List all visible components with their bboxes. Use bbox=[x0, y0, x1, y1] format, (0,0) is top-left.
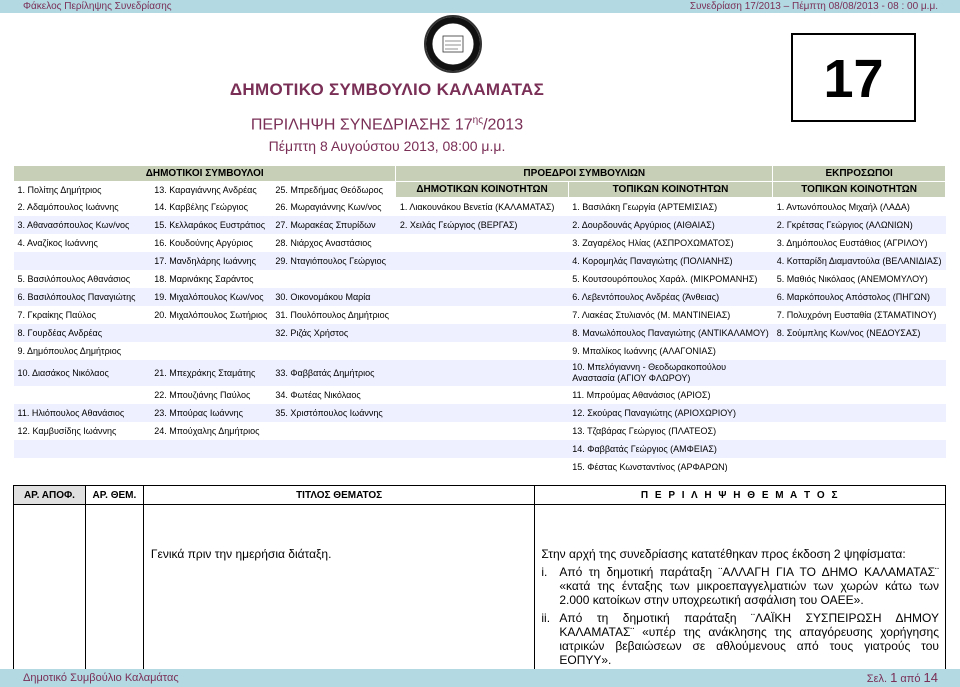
member-cell bbox=[396, 288, 568, 306]
member-cell bbox=[396, 234, 568, 252]
member-cell: 19. Μιχαλόπουλος Κων/νος bbox=[150, 288, 271, 306]
member-row bbox=[14, 270, 946, 288]
member-cell: 9. Μπαλίκος Ιωάννης (ΑΛΑΓΟΝΙΑΣ) bbox=[572, 345, 716, 356]
page-of: από bbox=[900, 673, 921, 685]
member-cell bbox=[773, 386, 946, 404]
member-cell: 10. Μπελόγιαννη - Θεοδωρακοπούλου Αναστασία (ΑΓΙΟΥ ΦΛΩΡΟΥ) bbox=[568, 360, 772, 386]
member-cell: 8. Σούμπλης Κων/νος (ΝΕΔΟΥΣΑΣ) bbox=[773, 324, 946, 342]
member-cell: 10. Διασάκος Νικόλαος bbox=[14, 360, 151, 386]
member-cell: 23. Μπούρας Ιωάννης bbox=[150, 404, 271, 422]
member-row bbox=[14, 404, 946, 422]
agenda-summary-cell bbox=[535, 505, 946, 672]
member-cell: 20. Μιχαλόπουλος Σωτήριος bbox=[154, 309, 268, 320]
member-cell bbox=[396, 360, 568, 386]
subtitle-year: /2013 bbox=[483, 116, 524, 134]
member-row bbox=[14, 422, 946, 440]
member-cell bbox=[396, 252, 568, 270]
member-row bbox=[14, 386, 946, 404]
sub-local-communities-representatives: ΤΟΠΙΚΩΝ ΚΟΙΝΟΤΗΤΩΝ bbox=[773, 182, 946, 198]
header-councillors: ΔΗΜΟΤΙΚΟΙ ΣΥΜΒΟΥΛΟΙ bbox=[14, 166, 396, 182]
member-cell: 30. Οικονομάκου Μαρία bbox=[271, 288, 396, 306]
member-cell: 2. Γκρέτσας Γεώργιος (ΑΛΩΝΙΩΝ) bbox=[773, 216, 946, 234]
member-row bbox=[14, 234, 946, 252]
member-cell: 11. Μπρούμας Αθανάσιος (ΑΡΙΟΣ) bbox=[572, 389, 711, 400]
subtitle-text: ΠΕΡΙΛΗΨΗ ΣΥΝΕΔΡΙΑΣΗΣ 17 bbox=[250, 116, 473, 134]
member-row bbox=[14, 288, 946, 306]
member-cell bbox=[14, 440, 151, 458]
page-prefix: Σελ. bbox=[866, 673, 888, 685]
member-cell: 6. Λεβεντόπουλος Ανδρέας (Άνθειας) bbox=[568, 288, 772, 306]
agenda-header-row bbox=[14, 486, 946, 505]
member-row bbox=[14, 252, 946, 270]
summary-intro: Στην αρχή της συνεδρίασης κατατέθηκαν προς έκδοση 2 ψηφίσματα: bbox=[541, 547, 906, 561]
member-cell: 18. Μαρινάκης Σαράντος bbox=[154, 273, 254, 284]
member-cell: 7. Γκραίκης Παύλος bbox=[17, 309, 96, 320]
member-cell: 29. Νταγιόπουλος Γεώργιος bbox=[271, 252, 396, 270]
member-cell bbox=[150, 342, 271, 360]
member-cell: 28. Νιάρχος Αναστάσιος bbox=[275, 237, 372, 248]
page-total: 14 bbox=[923, 670, 938, 685]
member-cell: 1. Αντωνόπουλος Μιχαήλ (ΛΑΔΑ) bbox=[776, 201, 910, 212]
member-cell: 11. Ηλιόπουλος Αθανάσιος bbox=[14, 404, 151, 422]
member-row bbox=[14, 198, 946, 216]
member-row bbox=[14, 216, 946, 234]
member-cell: 8. Γουρδέας Ανδρέας bbox=[14, 324, 151, 342]
member-cell bbox=[773, 422, 946, 440]
member-cell: 15. Κελλαράκος Ευστράτιος bbox=[150, 216, 271, 234]
summary-item-text: Από τη δημοτική παράταξη ¨ΛΑΪΚΗ ΣΥΣΠΕΙΡΩΣΗ ΔΗΜΟΥ ΚΑΛΑΜΑΤΑΣ¨ «υπέρ της ανάκλησης της απαγόρευσης χορήγησης ιατρικών βεβαιώσεων σε αθλούμενους από τους γιατρούς του ΕΟΠΥΥ». bbox=[559, 611, 939, 667]
member-cell bbox=[150, 458, 271, 476]
member-cell bbox=[271, 270, 396, 288]
member-cell bbox=[773, 440, 946, 458]
member-cell: 24. Μπούχαλης Δημήτριος bbox=[154, 425, 260, 436]
member-cell: 1. Λιακουνάκου Βενετία (ΚΑΛΑΜΑΤΑΣ) bbox=[399, 201, 555, 212]
member-cell: 9. Δημόπουλος Δημήτριος bbox=[17, 345, 122, 356]
member-cell bbox=[773, 342, 946, 360]
header-bar bbox=[0, 0, 960, 13]
session-date: Πέμπτη 8 Αυγούστου 2013, 08:00 μ.μ. bbox=[268, 138, 506, 154]
member-cell: 32. Ριζάς Χρήστος bbox=[271, 324, 396, 342]
member-cell: 25. Μπρεδήμας Θεόδωρος bbox=[275, 184, 383, 195]
member-cell: 16. Κουδούνης Αργύριος bbox=[154, 237, 253, 248]
agenda-decision-cell bbox=[14, 505, 86, 672]
member-cell: 7. Πολυχρόνη Ευσταθία (ΣΤΑΜΑΤΙΝΟΥ) bbox=[776, 309, 937, 320]
document-subtitle bbox=[0, 115, 867, 134]
member-cell bbox=[396, 386, 568, 404]
member-cell bbox=[396, 306, 568, 324]
member-cell bbox=[773, 458, 946, 476]
member-cell: 3. Αθανασόπουλος Κων/νος bbox=[14, 216, 151, 234]
member-cell bbox=[271, 342, 396, 360]
agenda-table bbox=[13, 485, 946, 672]
member-cell bbox=[396, 458, 568, 476]
member-row bbox=[14, 342, 946, 360]
member-cell: 6. Βασιλόπουλος Παναγιώτης bbox=[14, 288, 151, 306]
municipality-seal-icon bbox=[423, 14, 483, 74]
member-cell bbox=[396, 404, 568, 422]
member-cell bbox=[150, 324, 271, 342]
member-cell bbox=[773, 404, 946, 422]
sub-local-communities: ΤΟΠΙΚΩΝ ΚΟΙΝΟΤΗΤΩΝ bbox=[568, 182, 772, 198]
header-folder-title: Φάκελος Περίληψης Συνεδρίασης bbox=[23, 1, 172, 12]
col-decision-number: ΑΡ. ΑΠΟΦ. bbox=[14, 486, 86, 505]
member-row bbox=[14, 306, 946, 324]
member-cell bbox=[396, 422, 568, 440]
member-cell: 33. Φαββατάς Δημήτριος bbox=[271, 360, 396, 386]
member-cell bbox=[14, 386, 151, 404]
member-cell: 5. Κουτσουρόπουλος Χαράλ. (ΜΙΚΡΟΜΑΝΗΣ) bbox=[572, 273, 758, 284]
members-header-row bbox=[14, 166, 946, 182]
footer-council-name: Δημοτικό Συμβούλιο Καλαμάτας bbox=[23, 672, 179, 684]
member-cell: 17. Μανδηλάρης Ιωάννης bbox=[150, 252, 271, 270]
member-cell bbox=[773, 360, 946, 386]
member-row bbox=[14, 458, 946, 476]
member-cell: 14. Καρβέλης Γεώργιος bbox=[154, 201, 248, 212]
member-cell: 31. Πουλόπουλος Δημήτριος bbox=[275, 309, 389, 320]
member-cell: 26. Μωραγιάννης Κων/νος bbox=[275, 201, 382, 212]
member-cell bbox=[150, 440, 271, 458]
agenda-row bbox=[14, 505, 946, 672]
member-cell: 21. Μπεχράκης Σταμάτης bbox=[150, 360, 271, 386]
header-presidents: ΠΡΟΕΔΡΟΙ ΣΥΜΒΟΥΛΙΩΝ bbox=[396, 166, 773, 182]
member-cell: 5. Μαθιός Νικόλαος (ΑΝΕΜΟΜΥΛΟΥ) bbox=[776, 273, 928, 284]
member-cell: 34. Φωτέας Νικόλαος bbox=[275, 389, 361, 400]
member-cell: 15. Φέστας Κωνσταντίνος (ΑΡΦΑΡΩΝ) bbox=[572, 461, 728, 472]
member-cell: 1. Βασιλάκη Γεωργία (ΑΡΤΕΜΙΣΙΑΣ) bbox=[572, 201, 718, 212]
header-representatives: ΕΚΠΡΟΣΩΠΟΙ bbox=[773, 166, 946, 182]
summary-item-number: ii. bbox=[541, 611, 551, 625]
member-cell: 4. Αναζίκος Ιωάννης bbox=[17, 237, 98, 248]
member-cell: 12. Καμβυσίδης Ιωάννης bbox=[17, 425, 117, 436]
footer-page-number bbox=[867, 669, 938, 687]
member-cell: 3. Ζαγαρέλος Ηλίας (ΑΣΠΡΟΧΩΜΑΤΟΣ) bbox=[572, 237, 734, 248]
member-cell: 4. Κορομηλάς Παναγιώτης (ΠΟΛΙΑΝΗΣ) bbox=[568, 252, 772, 270]
member-row bbox=[14, 360, 946, 386]
member-cell: 8. Μανωλόπουλος Παναγιώτης (ΑΝΤΙΚΑΛΑΜΟΥ) bbox=[568, 324, 772, 342]
member-cell bbox=[396, 270, 568, 288]
member-cell: 27. Μωρακέας Σπυρίδων bbox=[271, 216, 396, 234]
member-cell: 2. Χειλάς Γεώργιος (ΒΕΡΓΑΣ) bbox=[396, 216, 568, 234]
member-cell bbox=[396, 324, 568, 342]
agenda-item-cell bbox=[85, 505, 143, 672]
member-cell bbox=[396, 440, 568, 458]
summary-item bbox=[541, 565, 939, 607]
member-cell: 12. Σκούρας Παναγιώτης (ΑΡΙΟΧΩΡΙΟΥ) bbox=[568, 404, 772, 422]
page-current: 1 bbox=[890, 670, 898, 685]
col-item-number: ΑΡ. ΘΕΜ. bbox=[85, 486, 143, 505]
member-cell bbox=[271, 422, 396, 440]
member-cell: 6. Μαρκόπουλος Απόστολος (ΠΗΓΩΝ) bbox=[773, 288, 946, 306]
summary-item-number: i. bbox=[541, 565, 548, 579]
member-cell: 7. Λιακέας Στυλιανός (Μ. ΜΑΝΤΙΝΕΙΑΣ) bbox=[572, 309, 731, 320]
agenda-title-text: Γενικά πριν την ημερήσια διάταξη. bbox=[150, 547, 332, 561]
member-row bbox=[14, 440, 946, 458]
member-cell bbox=[271, 458, 396, 476]
member-cell: 4. Κοτταρίδη Διαμαντούλα (ΒΕΛΑΝΙΔΙΑΣ) bbox=[773, 252, 946, 270]
member-cell: 3. Δημόπουλος Ευστάθιος (ΑΓΡΙΛΟΥ) bbox=[776, 237, 928, 248]
member-cell: 5. Βασιλόπουλος Αθανάσιος bbox=[17, 273, 131, 284]
sub-municipal-communities: ΔΗΜΟΤΙΚΩΝ ΚΟΙΝΟΤΗΤΩΝ bbox=[396, 182, 568, 198]
col-summary: Π Ε Ρ Ι Λ Η Ψ Η Θ Ε Μ Α Τ Ο Σ bbox=[535, 486, 946, 505]
header-session-info: Συνεδρίαση 17/2013 – Πέμπτη 08/08/2013 - 08 : 00 μ.μ. bbox=[689, 1, 938, 12]
member-cell: 2. Αδαμόπουλος Ιωάννης bbox=[17, 201, 119, 212]
footer-bar bbox=[0, 669, 960, 687]
subtitle-ordinal: ης bbox=[472, 115, 484, 126]
member-cell bbox=[14, 458, 151, 476]
member-cell bbox=[396, 342, 568, 360]
agenda-title-cell bbox=[143, 505, 535, 672]
summary-item-text: Από τη δημοτική παράταξη ¨ΑΛΛΑΓΗ ΓΙΑ ΤΟ ΔΗΜΟ ΚΑΛΑΜΑΤΑΣ¨ «κατά της ένταξης των μικροεπαγγελματιών των χωρών κάτω των 2.000 κατοίκων στην υποχρεωτική ασφάλιση του ΟΑΕΕ». bbox=[559, 565, 939, 607]
member-cell: 1. Πολίτης Δημήτριος bbox=[17, 184, 102, 195]
member-cell: 35. Χριστόπουλος Ιωάννης bbox=[271, 404, 396, 422]
member-row bbox=[14, 182, 946, 198]
members-table bbox=[13, 165, 946, 476]
member-cell: 13. Καραγιάννης Ανδρέας bbox=[154, 184, 257, 195]
member-cell: 2. Δουρδουνάς Αργύριος (ΑΙΘΑΙΑΣ) bbox=[568, 216, 772, 234]
member-cell bbox=[271, 440, 396, 458]
document-title: ΔΗΜΟΤΙΚΟ ΣΥΜΒΟΥΛΙΟ ΚΑΛΑΜΑΤΑΣ bbox=[229, 80, 545, 99]
member-row bbox=[14, 324, 946, 342]
member-cell: 22. Μπουζιάνης Παύλος bbox=[154, 389, 251, 400]
member-cell: 13. Τζαβάρας Γεώργιος (ΠΛΑΤΕΟΣ) bbox=[572, 425, 717, 436]
session-number-box: 17 bbox=[791, 33, 916, 122]
member-cell bbox=[14, 252, 151, 270]
summary-item bbox=[541, 611, 939, 667]
member-cell: 14. Φαββατάς Γεώργιος (ΑΜΦΕΙΑΣ) bbox=[568, 440, 772, 458]
col-item-title: ΤΙΤΛΟΣ ΘΕΜΑΤΟΣ bbox=[143, 486, 535, 505]
